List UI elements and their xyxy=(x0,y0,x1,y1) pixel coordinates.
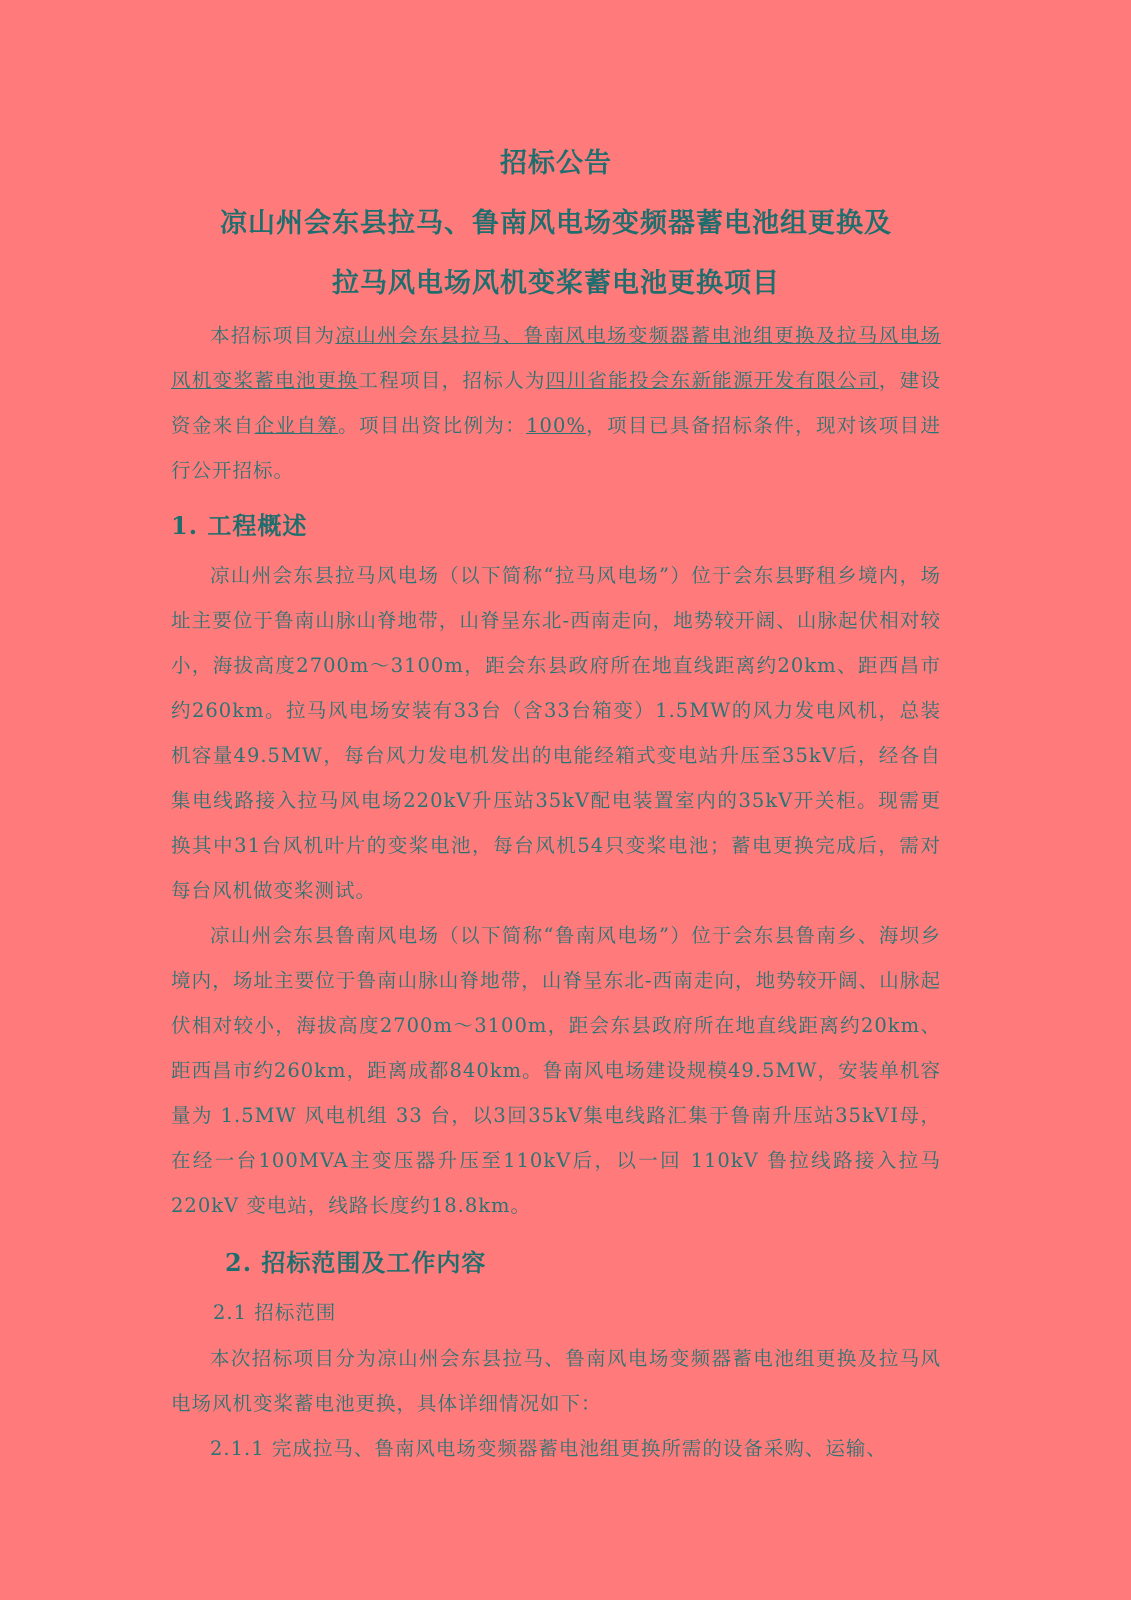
intro-text-2: 工程项目，招标人为 xyxy=(358,369,546,392)
tenderer-name: 四川省能投会东新能源开发有限公司 xyxy=(545,369,879,392)
project-name: 凉山州会东县拉马、鲁南风电场变频器蓄电池组更换及拉马风电场风机变桨蓄电池更换 xyxy=(171,324,941,392)
intro-text-4: 。项目出资比例为： xyxy=(338,414,527,437)
section2-1-paragraph: 本次招标项目分为凉山州会东县拉马、鲁南风电场变频器蓄电池组更换及拉马风电场风机变桨蓄电池更换，具体详细情况如下： xyxy=(171,1347,941,1415)
section1-heading: 1. 工程概述 xyxy=(171,511,308,540)
section1-paragraph-lunan: 凉山州会东县鲁南风电场（以下简称“鲁南风电场”）位于会东县鲁南乡、海坝乡境内，场址主要位于鲁南山脉山脊地带，山脊呈东北-西南走向，地势较开阔、山脉起伏相对较小，海拔高度2700m～3100m，距会东县政府所在地直线距离约20km、距西昌市约260km，距离成都840km。鲁南风电场建设规模49.5MW，安装单机容量为 1.5MW 风电机组 33 台，以3回35kV集电线路汇集于鲁南升压站35kVⅠ母，在经一台100MVA主变压器升压至110kV后，以一回 110kV 鲁拉线路接入拉马220kV 变电站，线路长度约18.8km。 xyxy=(171,924,941,1217)
section2-1-1-paragraph: 2.1.1 完成拉马、鲁南风电场变频器蓄电池组更换所需的设备采购、运输、 xyxy=(210,1437,887,1460)
section2-heading: 2. 招标范围及工作内容 xyxy=(225,1248,487,1277)
section1-paragraph-lama: 凉山州会东县拉马风电场（以下简称“拉马风电场”）位于会东县野租乡境内，场址主要位于鲁南山脉山脊地带，山脊呈东北-西南走向，地势较开阔、山脉起伏相对较小，海拔高度2700m～3100m，距会东县政府所在地直线距离约20km、距西昌市约260km。拉马风电场安装有33台（含33台箱变）1.5MW的风力发电风机，总装机容量49.5MW，每台风力发电机发出的电能经箱式变电站升压至35kV后，经各自集电线路接入拉马风电场220kV升压站35kV配电装置室内的35kV开关柜。现需更换其中31台风机叶片的变桨电池，每台风机54只变桨电池；蓄电更换完成后，需对每台风机做变桨测试。 xyxy=(171,564,941,902)
section2-1-heading: 2.1 招标范围 xyxy=(213,1301,337,1324)
notice-title: 招标公告 xyxy=(500,148,612,179)
intro-paragraph xyxy=(171,313,941,493)
funding-ratio: 100% xyxy=(526,414,586,437)
intro-text-3: ，建设资金来自 xyxy=(171,369,941,437)
intro-text-5: ，项目已具备招标条件，现对该项目进行公开招标。 xyxy=(171,414,941,482)
fund-source: 企业自筹 xyxy=(254,414,339,437)
project-title-line2: 拉马风电场风机变桨蓄电池更换项目 xyxy=(332,268,780,299)
intro-text-1: 本招标项目为 xyxy=(210,324,336,347)
project-title-line1: 凉山州会东县拉马、鲁南风电场变频器蓄电池组更换及 xyxy=(220,208,892,239)
